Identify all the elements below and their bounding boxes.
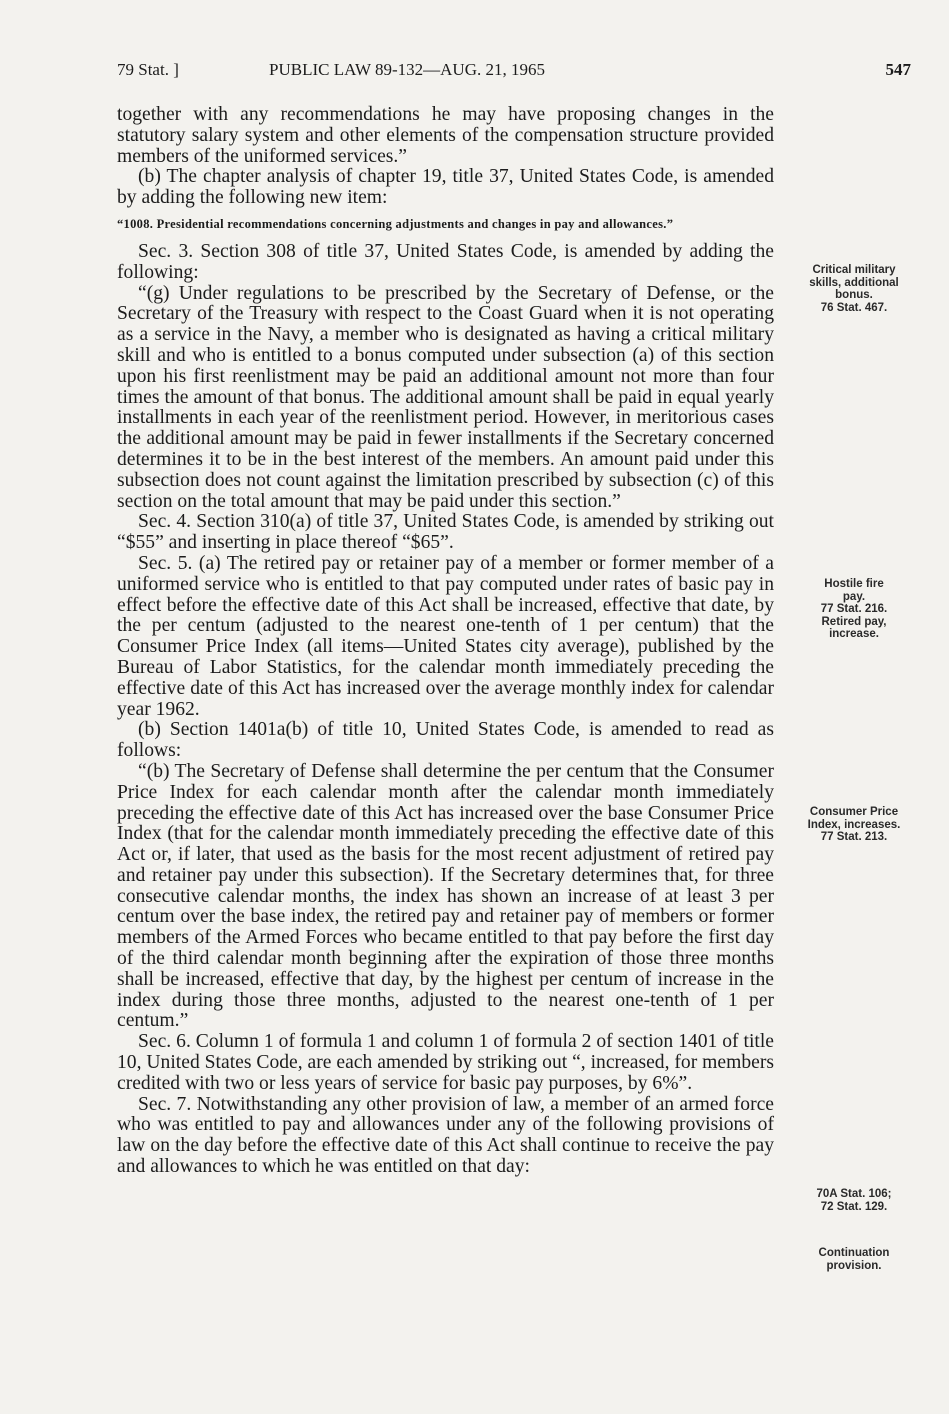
section-7: Sec. 7. Notwithstanding any other provision of law, a member of an armed force who was entitled to pay and allowances under any of the following provisions of law on the day before the effective date of this Act shall continue to receive the pay and allowances to which he was entitled on that day: bbox=[117, 1093, 774, 1178]
section-5b: (b) Section 1401a(b) of title 10, United States Code, is amended to read as follows: bbox=[117, 719, 774, 762]
margin-note-line: Retired pay, bbox=[821, 615, 887, 628]
margin-note-line: bonus. bbox=[835, 289, 873, 301]
margin-note-continuation bbox=[784, 1247, 924, 1272]
paragraph-continuation: together with any recommendations he may have proposing changes in the statutory salary system and other elements of the compensation structure provided members of the uniformed services.” bbox=[117, 104, 774, 167]
margin-note-line: Hostile fire bbox=[824, 578, 884, 590]
page-number: 547 bbox=[885, 60, 911, 79]
section-4: Sec. 4. Section 310(a) of title 37, United States Code, is amended by striking out “$55” and inserting in place thereof “$65”. bbox=[117, 511, 774, 554]
inserted-item-1008: “1008. Presidential recommendations concerning adjustments and changes in pay and allowances.” bbox=[117, 216, 674, 231]
section-3: Sec. 3. Section 308 of title 37, United States Code, is amended by adding the following: bbox=[117, 240, 774, 283]
paragraph-chapter-analysis: (b) The chapter analysis of chapter 19, title 37, United States Code, is amended by adding the following new item: bbox=[117, 166, 774, 209]
margin-note-line: increase. bbox=[829, 628, 879, 640]
margin-note-line: 77 Stat. 213. bbox=[820, 831, 888, 843]
subsection-g: “(g) Under regulations to be prescribed by the Secretary of Defense, or the Secretary of the Treasury with respect to the Coast Guard when it is not operating as a service in the Navy, a member who is designated as having a critical military skill and who is entitled to a bonus computed under subsection (a) of this section upon his first reenlistment may be paid an additional amount not more than four times the amount of that bonus. The additional amount shall be paid in equal yearly installments in each year of the reenlistment period. However, in meritorious cases the additional amount may be paid in fewer installments if the Secretary concerned determines it to be in the best interest of the members. An amount paid under this subsection does not count against the limitation prescribed by subsection (c) of this section on the total amount that may be paid under this section.” bbox=[117, 282, 774, 512]
margin-note-line: pay. bbox=[842, 590, 866, 603]
margin-note-line: Critical military bbox=[812, 264, 896, 276]
header-volume: 79 Stat. ] bbox=[117, 60, 179, 79]
section-6: Sec. 6. Column 1 of formula 1 and column 1 of formula 2 of section 1401 of title 10, United States Code, are each amended by striking out “, increased, for members credited with two or less years of service for basic pay purposes, by 6%”. bbox=[117, 1031, 774, 1094]
margin-note-critical-skills bbox=[784, 264, 924, 314]
margin-note-line: 72 Stat. 129. bbox=[820, 1200, 888, 1213]
margin-note-line: 76 Stat. 467. bbox=[820, 301, 888, 314]
margin-note-cpi bbox=[784, 806, 924, 844]
margin-note-line: 70A Stat. 106; bbox=[816, 1188, 892, 1200]
page-header bbox=[117, 60, 917, 84]
section-5a: Sec. 5. (a) The retired pay or retainer pay of a member or former member of a uniformed service who is entitled to that pay computed under rates of basic pay in effect before the effective date of this Act shall be increased, effective that date, by the per centum (adjusted to the nearest one-tenth of 1 per centum) that the Consumer Price Index (all items—United States city average), published by the Bureau of Labor Statistics, for the calendar month immediately preceding the effective date of this Act has increased over the average monthly index for calendar year 1962. bbox=[117, 552, 774, 720]
margin-note-line: 77 Stat. 216. bbox=[820, 603, 888, 615]
margin-note-line: provision. bbox=[826, 1259, 882, 1272]
margin-note-line: Index, increases. bbox=[807, 818, 901, 831]
margin-note-line: Continuation bbox=[818, 1247, 890, 1259]
margin-note-hostile-fire bbox=[784, 578, 924, 641]
body-text bbox=[117, 105, 774, 1178]
header-title: PUBLIC LAW 89-132—AUG. 21, 1965 bbox=[269, 60, 545, 79]
quoted-subsection-b: “(b) The Secretary of Defense shall determine the per centum that the Consumer Price Index for each calendar month after the calendar month immediately preceding the effective date of this Act has increased over the base Consumer Price Index (that for the calendar month immediately preceding the effective date of this Act or, if later, that used as the basis for the most recent adjustment of retired pay and retainer pay under this subsection). If the Secretary determines that, for three consecutive calendar months, the index has shown an increase of at least 3 per centum over the base index, the retired pay and retainer pay of members or former members of the Armed Forces who became entitled to that pay before the first day of the third calendar month beginning after the expiration of those three months shall be increased, effective that day, by the highest per centum of increase in the index during those three months, adjusted to the nearest one-tenth of 1 per centum.” bbox=[117, 760, 774, 1032]
margin-note-70a-stat bbox=[784, 1188, 924, 1213]
margin-note-line: skills, additional bbox=[809, 276, 899, 289]
margin-note-line: Consumer Price bbox=[809, 806, 899, 818]
